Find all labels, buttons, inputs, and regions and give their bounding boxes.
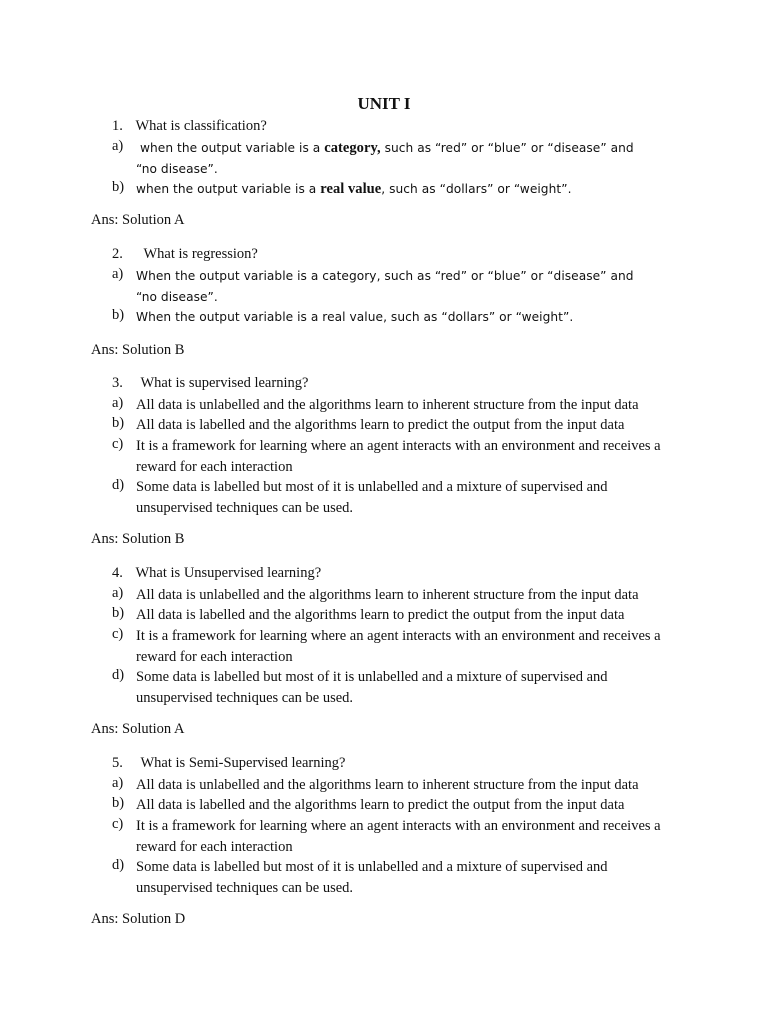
q5-option-b [112, 795, 682, 816]
option-text-bold: category, [324, 140, 381, 156]
q2-option-a [112, 266, 682, 307]
question-number: 1. [112, 118, 123, 134]
option-text-post: , such as “dollars” or “weight”. [381, 182, 572, 196]
option-text: All data is labelled and the algorithms learn to predict the output from the input data [136, 417, 625, 433]
q5-option-d [112, 857, 682, 898]
q1-option-a [112, 138, 682, 179]
answer-3: Ans: Solution B [91, 531, 185, 547]
question-1 [112, 118, 267, 135]
question-5 [112, 755, 345, 772]
option-label: c) [112, 626, 124, 642]
q5-option-a [112, 775, 682, 796]
option-text-post: such as “red” or “blue” or “disease” and “no disease”. [136, 141, 634, 176]
q3-option-a [112, 395, 682, 416]
option-label: b) [112, 605, 125, 621]
option-text: When the output variable is a category, such as “red” or “blue” or “disease” and “no disease”. [136, 269, 634, 304]
option-text: Some data is labelled but most of it is unlabelled and a mixture of supervised and unsupervised techniques can be used. [136, 669, 608, 706]
question-number: 2. [112, 246, 123, 262]
option-label: b) [112, 179, 125, 195]
option-text: Some data is labelled but most of it is unlabelled and a mixture of supervised and unsupervised techniques can be used. [136, 859, 608, 896]
option-label: b) [112, 307, 125, 323]
option-text: When the output variable is a real value, such as “dollars” or “weight”. [136, 310, 574, 324]
option-text: All data is unlabelled and the algorithms learn to inherent structure from the input data [136, 397, 639, 413]
question-number: 5. [112, 755, 123, 771]
option-text: All data is labelled and the algorithms learn to predict the output from the input data [136, 797, 625, 813]
q4-option-c [112, 626, 682, 667]
question-number: 3. [112, 375, 123, 391]
option-label: a) [112, 775, 124, 791]
option-text-pre: when the output variable is a [136, 182, 321, 196]
question-text: What is classification? [135, 118, 267, 134]
question-2 [112, 246, 258, 263]
answer-4: Ans: Solution A [91, 721, 185, 737]
option-label: b) [112, 795, 125, 811]
q3-option-d [112, 477, 682, 518]
option-label: c) [112, 816, 124, 832]
q5-option-c [112, 816, 682, 857]
q4-option-d [112, 667, 682, 708]
answer-2: Ans: Solution B [91, 342, 185, 358]
page-title: UNIT I [357, 94, 411, 113]
question-text: What is regression? [143, 246, 258, 262]
option-text: All data is labelled and the algorithms learn to predict the output from the input data [136, 607, 625, 623]
option-label: d) [112, 477, 125, 493]
question-text: What is Unsupervised learning? [135, 565, 322, 581]
option-label: c) [112, 436, 124, 452]
option-label: b) [112, 415, 125, 431]
question-number: 4. [112, 565, 123, 581]
q3-option-c [112, 436, 682, 477]
question-text: What is Semi-Supervised learning? [140, 755, 346, 771]
question-4 [112, 565, 321, 582]
option-text: It is a framework for learning where an agent interacts with an environment and receives a reward for each interaction [136, 628, 661, 665]
option-text: Some data is labelled but most of it is unlabelled and a mixture of supervised and unsupervised techniques can be used. [136, 479, 608, 516]
option-text: It is a framework for learning where an agent interacts with an environment and receives a reward for each interaction [136, 818, 661, 855]
q3-option-b [112, 415, 682, 436]
option-label: d) [112, 857, 125, 873]
option-text-pre: when the output variable is a [140, 141, 325, 155]
option-label: a) [112, 266, 124, 282]
q4-option-b [112, 605, 682, 626]
option-text-bold: real value [320, 181, 382, 197]
q4-option-a [112, 585, 682, 606]
question-text: What is supervised learning? [140, 375, 309, 391]
question-3 [112, 375, 308, 392]
option-text: It is a framework for learning where an agent interacts with an environment and receives a reward for each interaction [136, 438, 661, 475]
option-text: All data is unlabelled and the algorithms learn to inherent structure from the input data [136, 777, 639, 793]
option-label: a) [112, 585, 124, 601]
answer-1: Ans: Solution A [91, 212, 185, 228]
q1-option-b [112, 179, 682, 200]
answer-5: Ans: Solution D [91, 911, 186, 927]
option-label: a) [112, 138, 124, 154]
option-label: d) [112, 667, 125, 683]
q2-option-b [112, 307, 682, 328]
option-label: a) [112, 395, 124, 411]
option-text: All data is unlabelled and the algorithms learn to inherent structure from the input data [136, 587, 639, 603]
